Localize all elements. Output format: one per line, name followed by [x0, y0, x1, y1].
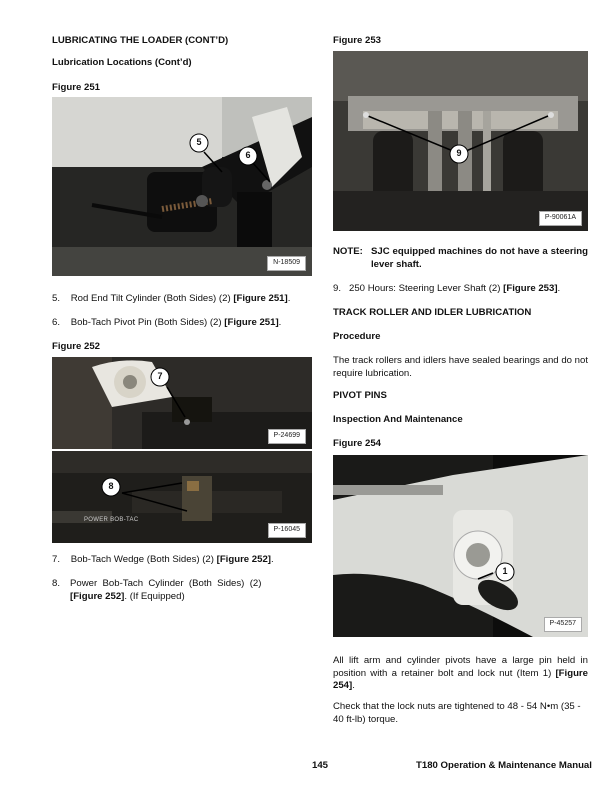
figure-254-photo [333, 455, 588, 637]
callout-5: 5 [196, 137, 202, 147]
figure-251-photo [52, 97, 312, 276]
decal-text: POWER BOB-TAC [84, 517, 139, 523]
torque-text: Check that the lock nuts are tightened to 48 - 54 N•m (35 - 40 ft-lb) torque. [333, 701, 581, 725]
procedure-heading: Procedure [333, 331, 381, 342]
callout-7: 7 [157, 371, 163, 381]
list-item-6: 6. Bob-Tach Pivot Pin (Both Sides) (2) [Figure 251]. [52, 317, 282, 328]
figure-251-illustration [52, 97, 312, 276]
figure-252-label: Figure 252 [52, 341, 100, 352]
manual-title: T180 Operation & Maintenance Manual [416, 760, 592, 771]
figure-254-code: P-45257 [544, 617, 582, 632]
subheading: Lubrication Locations (Cont’d) [52, 57, 192, 68]
figure-253-code: P-90061A [539, 211, 582, 226]
page-number: 145 [312, 760, 329, 771]
figure-252-bottom-code: P-16045 [268, 523, 306, 538]
figure-253-illustration [333, 51, 588, 231]
callout-8: 8 [108, 481, 114, 491]
inspection-heading: Inspection And Maintenance [333, 414, 463, 425]
figure-252-top-code: P-24699 [268, 429, 306, 444]
figure-253-label: Figure 253 [333, 35, 381, 46]
figure-254-label: Figure 254 [333, 438, 381, 449]
track-text: The track rollers and idlers have sealed bearings and do not require lubrication. [333, 355, 588, 379]
note: NOTE: SJC equipped machines do not have a steering lever shaft. [333, 246, 588, 270]
callout-6: 6 [245, 150, 251, 160]
figure-251-label: Figure 251 [52, 82, 100, 93]
callout-1: 1 [502, 566, 508, 576]
list-item-7: 7. Bob-Tach Wedge (Both Sides) (2) [Figure 252]. [52, 554, 274, 565]
figure-252-top-photo [52, 357, 312, 449]
pivot-heading: PIVOT PINS [333, 390, 387, 401]
pivot-text: All lift arm and cylinder pivots have a large pin held in position with a retainer bolt and lock nut (Item 1) [Figure 254]. [333, 655, 588, 691]
figure-253-photo [333, 51, 588, 231]
list-item-9: 9. 250 Hours: Steering Lever Shaft (2) [Figure 253]. [333, 283, 561, 294]
section-heading: LUBRICATING THE LOADER (CONT’D) [52, 35, 229, 46]
list-item-8: 8. Power Bob-Tach Cylinder (Both Sides) (2) [Figure 252]. (If Equipped) [52, 578, 262, 602]
track-heading: TRACK ROLLER AND IDLER LUBRICATION [333, 307, 532, 318]
figure-251-code: N-18509 [267, 256, 306, 271]
callout-9: 9 [456, 148, 462, 158]
figure-254-illustration [333, 455, 588, 637]
list-item-5: 5. Rod End Tilt Cylinder (Both Sides) (2) [Figure 251]. [52, 293, 291, 304]
figure-252-bottom-photo [52, 451, 312, 543]
